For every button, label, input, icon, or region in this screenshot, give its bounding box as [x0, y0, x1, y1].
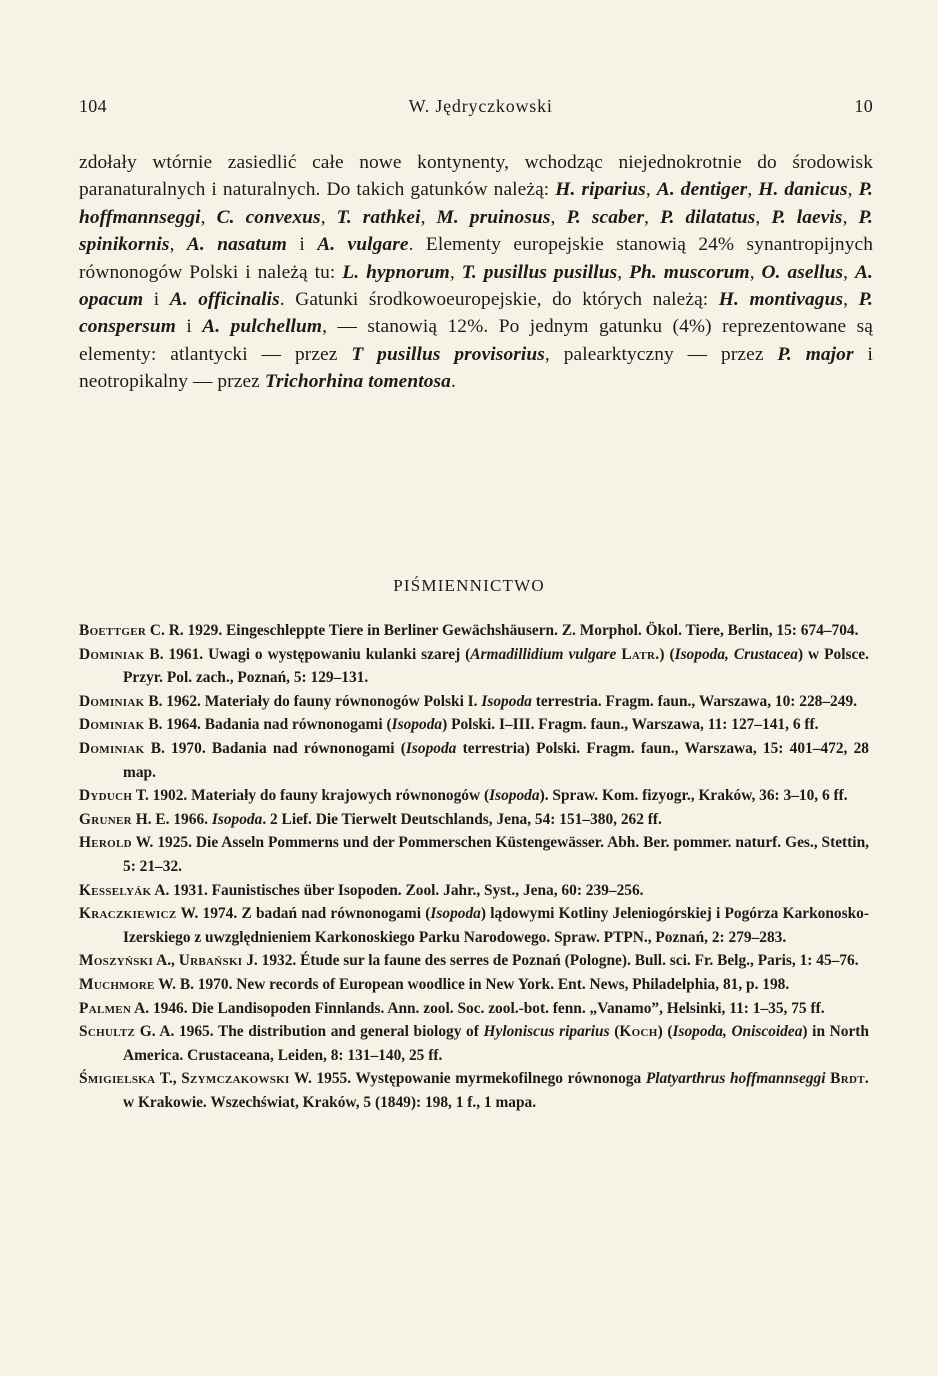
bibliography-entry — [79, 808, 869, 832]
text-run: T., — [155, 1070, 182, 1088]
text-run: i — [143, 289, 170, 311]
text-run: , — [169, 234, 187, 256]
taxon-name: P. scaber — [566, 206, 645, 228]
text-run: T. 1902. Materiały do fauny krajowych równonogów ( — [132, 787, 490, 805]
bibliography-entry — [79, 643, 869, 690]
text-run: zdołały wtórnie zasiedlić całe nowe kontynenty, wchodząc niejednokrotnie do środowisk paranaturalnych i naturalnych. Do takich gatunków należą: — [79, 152, 873, 201]
taxon-name: M. pruinosus — [436, 206, 551, 228]
bibliography-entry — [79, 879, 869, 903]
text-run: , — [755, 206, 772, 228]
text-run: , — [843, 261, 855, 283]
text-run: terrestria) Polski. Fragm. faun., Warszawa, 15: 401–472, 28 map. — [123, 739, 869, 781]
taxon-name: Isopoda — [430, 905, 481, 923]
author-name: Dominiak — [79, 739, 145, 757]
author-name: Kesselyák — [79, 881, 152, 899]
author-name: Moszyński — [79, 952, 154, 970]
running-header — [79, 96, 873, 117]
text-run: , — [550, 206, 567, 228]
text-run: . 2 Lief. Die Tierwelt Deutschlands, Jena, 54: 151–380, 262 ff. — [262, 810, 662, 828]
taxon-name: A. officinalis — [169, 289, 280, 311]
text-run: , — [320, 206, 337, 228]
taxon-name: Armadillidium vulgare — [470, 645, 617, 663]
text-run: ) lądowymi Kotliny Jeleniogórskiej i Pogórza Karkonosko-Izerskiego z uwzględnieniem Karkonoskiego Parku Narodowego. Spraw. PTPN., Poznań, 2: 279–283. — [123, 905, 869, 946]
taxon-name: A. opacum — [79, 261, 873, 311]
text-run: , — [847, 179, 859, 201]
text-run: , — [843, 289, 859, 311]
taxon-name: Hyloniscus riparius — [483, 1023, 610, 1041]
taxon-name: L. hypnorum — [342, 261, 450, 283]
bibliography-entry — [79, 784, 869, 808]
taxon-name: C. convexus — [216, 206, 321, 228]
taxon-name: O. asellus — [761, 261, 844, 283]
bibliography-entry — [79, 690, 869, 714]
author-name: Gruner — [79, 810, 132, 828]
text-run: w Krakowie. Wszechświat, Kraków, 5 (1849): 198, 1 f., 1 mapa. — [123, 1093, 537, 1111]
page-number: 104 — [79, 96, 107, 116]
taxon-name: P. hoffmannseggi — [79, 179, 873, 228]
taxon-name: H. danicus — [758, 179, 848, 201]
text-run: ( — [609, 1023, 620, 1041]
author-name: Brdt. — [830, 1070, 869, 1088]
taxon-name: T. rathkei — [336, 206, 421, 228]
taxon-name: Isopoda — [481, 692, 532, 710]
body-paragraph — [79, 149, 873, 396]
text-run: , — stanowią 12%. Po jednym gatunku (4%) reprezentowane są elementy: atlantycki — przez — [79, 316, 873, 365]
taxon-name: A. pulchellum — [202, 316, 323, 338]
author-name: Dominiak — [79, 716, 145, 734]
bibliography-entry — [79, 997, 869, 1021]
taxon-name: Isopoda — [211, 810, 263, 828]
text-run: A. 1946. Die Landisopoden Finnlands. Ann. zool. Soc. zool.-bot. fenn. „Vanamo”, Helsinki, 11: 1–35, 75 ff. — [131, 999, 825, 1017]
text-run: , — [420, 206, 437, 228]
text-run: , — [749, 261, 762, 283]
author-name: Schultz — [79, 1023, 136, 1041]
bibliography-entry — [79, 973, 869, 997]
taxon-name: P. dilatatus — [660, 206, 756, 228]
taxon-name: P. spinikornis — [79, 206, 873, 256]
bibliography-entry — [79, 619, 869, 643]
bibliography-entry — [79, 713, 869, 737]
text-run: i — [286, 234, 318, 256]
author-name: Koch — [619, 1023, 658, 1041]
text-run: A. 1931. Faunistisches über Isopoden. Zool. Jahr., Syst., Jena, 60: 239–256. — [151, 881, 644, 899]
text-run: . Gatunki środkowoeuropejskie, do których należą: — [279, 289, 719, 311]
author-name: Herold — [79, 834, 132, 852]
bibliography-heading: PIŚMIENNICTWO — [393, 576, 545, 595]
author-name: Dominiak — [79, 645, 145, 663]
taxon-name: Isopoda — [405, 739, 457, 757]
taxon-name: P. conspersum — [79, 289, 873, 338]
author-name: Muchmore — [79, 975, 155, 993]
author-name: Dyduch — [79, 787, 133, 805]
text-run: i neotropikalny — przez — [79, 343, 873, 393]
text-run: . — [450, 371, 456, 393]
text-run: . Elementy europejskie stanowią 24% synantropijnych równonogów Polski i należą tu: — [79, 234, 874, 283]
text-run: , — [842, 206, 859, 228]
author-name: Palmen — [79, 999, 132, 1017]
bibliography-entry — [79, 949, 869, 973]
text-run: ) Polski. I–III. Fragm. faun., Warszawa, 11: 127–141, 6 ff. — [442, 716, 819, 734]
taxon-name: Isopoda, Oniscoidea — [672, 1023, 803, 1041]
text-run: , — [617, 261, 630, 283]
text-run: C. R. 1929. Eingeschleppte Tiere in Berliner Gewächshäusern. Z. Morphol. Ökol. Tiere, Berlin, 15: 674–704. — [146, 622, 859, 639]
text-run: W. 1925. Die Asseln Pommerns und der Pommerschen Küstengewässer. Abh. Ber. pommer. naturf. Ges., Stettin, 5: 21–32. — [123, 834, 869, 875]
text-run: G. A. 1965. The distribution and general biology of — [135, 1023, 484, 1041]
bibliography-entry — [79, 737, 869, 784]
text-run: B. 1970. Badania nad równonogami ( — [144, 739, 406, 757]
taxon-name: Platyarthrus hoffmannseggi — [645, 1070, 826, 1088]
bibliography-entry — [79, 831, 869, 878]
taxon-name: A. nasatum — [186, 234, 287, 256]
text-run: ) ( — [659, 645, 675, 663]
taxon-name: P. major — [777, 343, 854, 365]
text-run: J. 1932. Étude sur la faune des serres de Poznań (Pologne). Bull. sci. Fr. Belg., Paris, 1: 45–76. — [242, 952, 859, 970]
text-run: , — [645, 179, 657, 201]
bibliography-entry — [79, 1020, 869, 1067]
taxon-name: P. laevis — [771, 206, 843, 228]
author-name: Boettger — [79, 622, 147, 639]
text-run: W. B. 1970. New records of European woodlice in New York. Ent. News, Philadelphia, 81, p. 198. — [154, 975, 790, 993]
taxon-name: H. riparius — [555, 179, 646, 201]
text-run: B. 1961. Uwagi o występowaniu kulanki szarej ( — [144, 645, 471, 663]
text-run: W. 1955. Występowanie myrmekofilnego równonoga — [289, 1070, 646, 1088]
taxon-name: Isopoda — [489, 787, 540, 805]
taxon-name: A. dentiger — [656, 179, 748, 201]
text-run: ) ( — [657, 1023, 673, 1041]
taxon-name: A. vulgare — [317, 234, 409, 256]
bibliography-list — [79, 619, 869, 1114]
author-name: Kraczkiewicz — [79, 905, 177, 923]
text-run: i — [175, 316, 203, 338]
taxon-name: Ph. muscorum — [629, 261, 750, 283]
text-run: , — [747, 179, 759, 201]
text-run: ). Spraw. Kom. fizyogr., Kraków, 36: 3–10, 6 ff. — [539, 787, 848, 805]
text-run: B. 1962. Materiały do fauny równonogów Polski I. — [144, 692, 482, 710]
running-author: W. Jędryczkowski — [408, 96, 553, 116]
text-run: , palearktyczny — przez — [544, 343, 778, 365]
taxon-name: H. montivagus — [718, 289, 844, 311]
author-name: Urbański — [178, 952, 243, 970]
text-run: terrestria. Fragm. faun., Warszawa, 10: 228–249. — [531, 692, 857, 710]
author-name: Szymczakowski — [181, 1070, 290, 1088]
taxon-name: T pusillus provisorius — [351, 343, 545, 365]
text-run: , — [200, 206, 217, 228]
author-name: Śmigielska — [79, 1070, 156, 1088]
text-run: A., — [153, 952, 179, 970]
text-run: H. E. 1966. — [131, 810, 212, 828]
bibliography-entry — [79, 902, 869, 949]
bibliography-entry — [79, 1067, 869, 1114]
text-run: B. 1964. Badania nad równonogami ( — [144, 716, 392, 734]
taxon-name: T. pusillus pusillus — [461, 261, 618, 283]
taxon-name: Isopoda — [391, 716, 443, 734]
author-name: Dominiak — [79, 692, 145, 710]
author-name: Latr. — [621, 645, 660, 663]
text-run: ) w Polsce. Przyr. Pol. zach., Poznań, 5: 129–131. — [123, 645, 869, 687]
taxon-name: Isopoda, Crustacea — [674, 645, 798, 663]
text-run: , — [449, 261, 462, 283]
text-run: ) in North America. Crustaceana, Leiden, 8: 131–140, 25 ff. — [123, 1023, 869, 1064]
text-run: , — [644, 206, 661, 228]
taxon-name: Trichorhina tomentosa — [264, 371, 451, 393]
text-run: W. 1974. Z badań nad równonogami ( — [176, 905, 431, 923]
issue-number: 10 — [854, 96, 873, 116]
